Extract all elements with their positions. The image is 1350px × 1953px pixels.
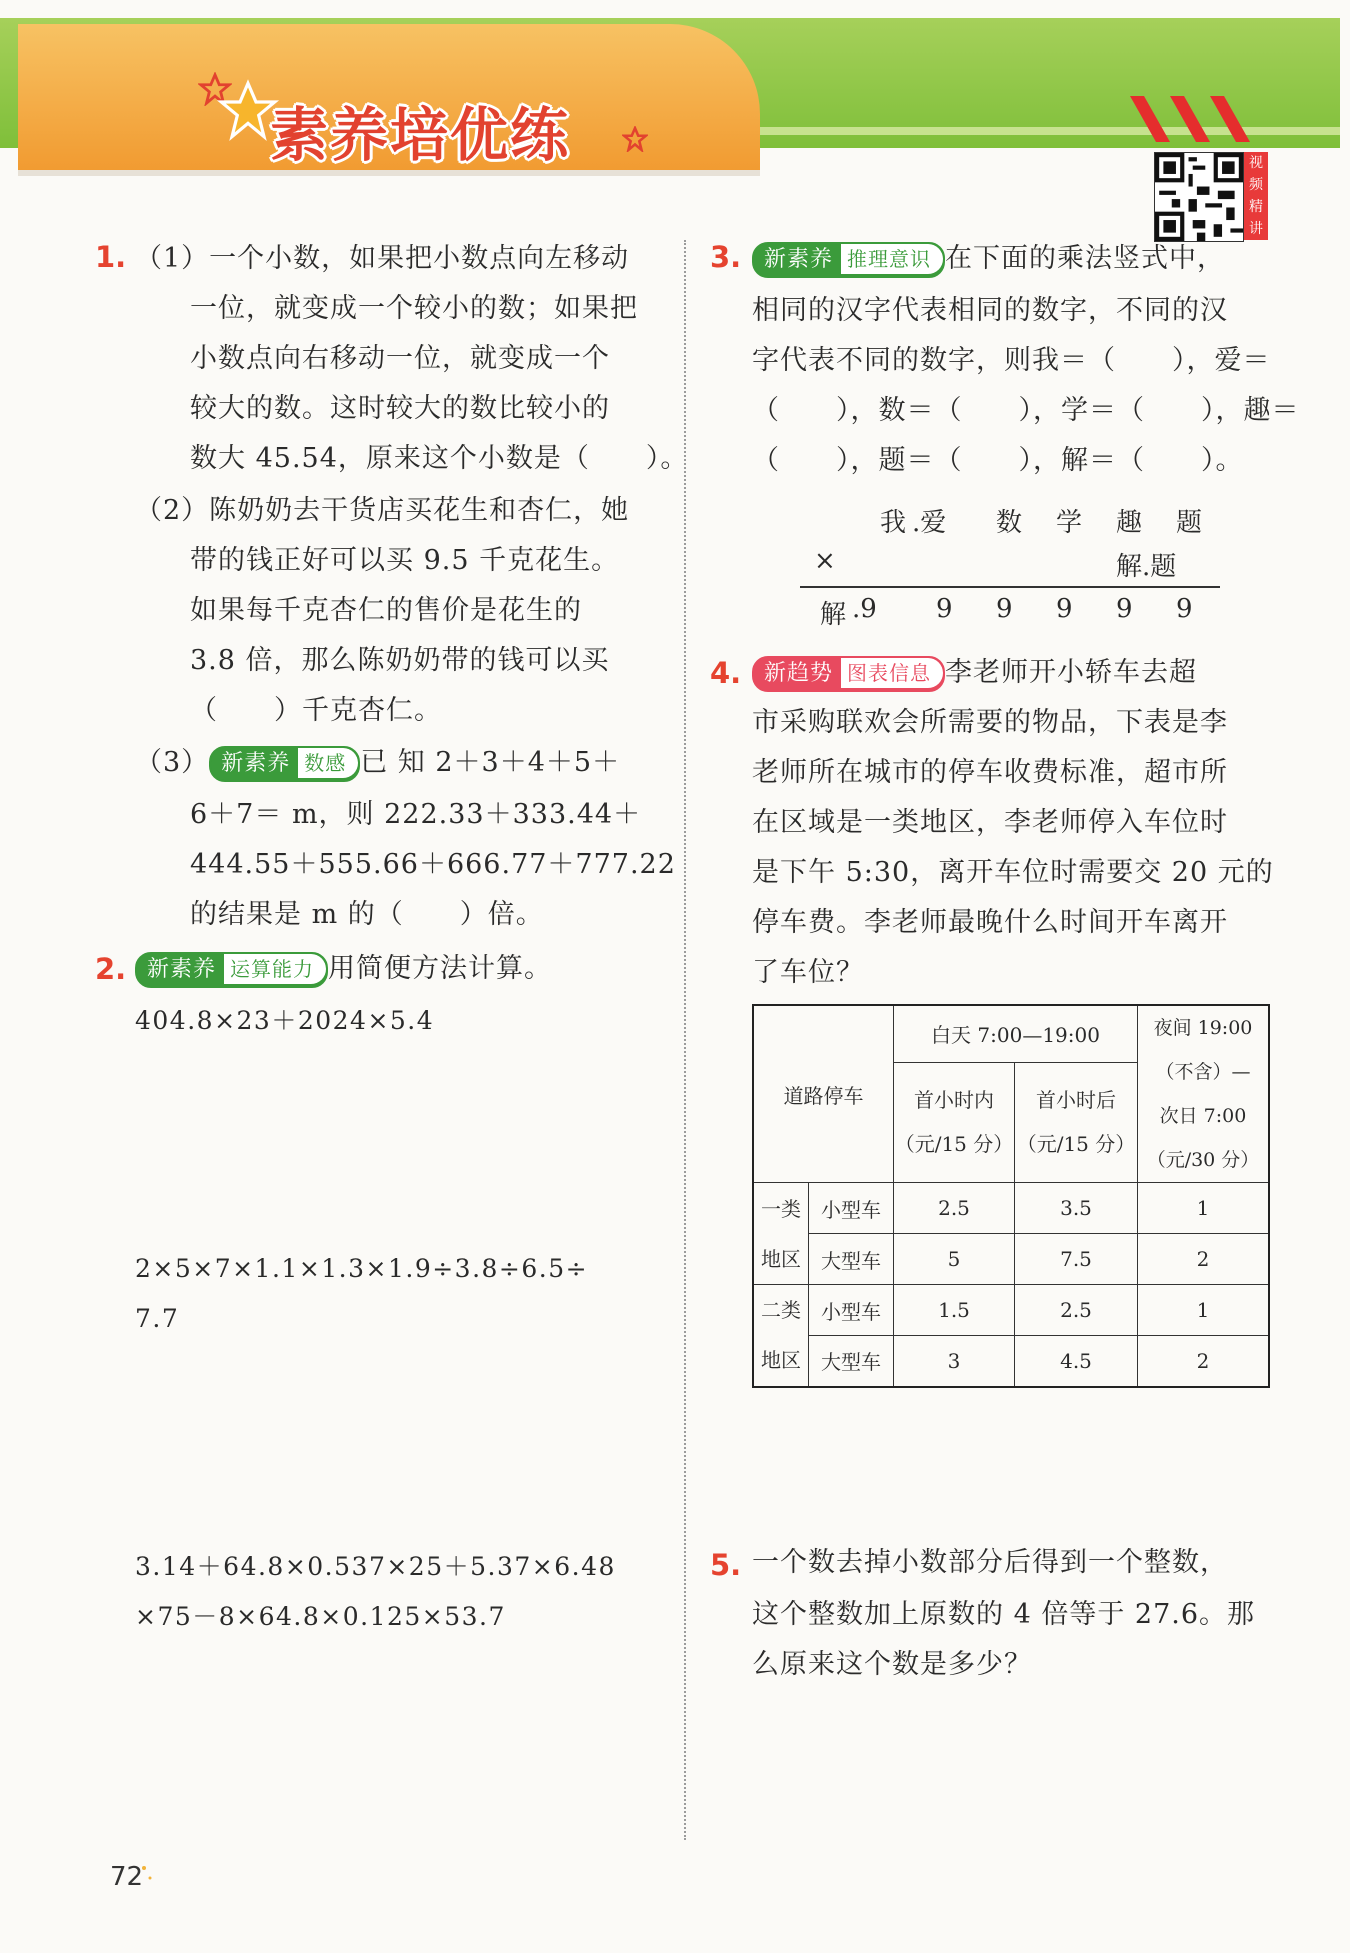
table-header-night: [1138, 1005, 1270, 1183]
tag-badge: [209, 746, 360, 782]
q1-part3-prefix: （3）: [135, 747, 210, 778]
q1-part3-line: 6＋7＝ m，则 222.33＋333.44＋: [190, 799, 642, 830]
table-region-cell: [753, 1183, 809, 1285]
table-cell: 2: [1138, 1234, 1270, 1285]
tag-badge: [752, 656, 945, 692]
small-star-icon: [622, 126, 648, 152]
q2-expression: 3.14＋64.8×0.537×25＋5.37×6.48: [135, 1552, 616, 1581]
q3-line: [752, 234, 1225, 284]
q1-part3-line: [135, 738, 620, 788]
table-header-line: （元/15 分）: [894, 1132, 1014, 1157]
vertical-multiplication: [800, 496, 1220, 636]
table-region-line: 一类: [761, 1196, 801, 1221]
table-region-line: 地区: [761, 1246, 801, 1271]
tag-badge: [135, 952, 328, 988]
tag-sub: 运算能力: [224, 954, 326, 984]
page-number: 72: [110, 1862, 144, 1892]
tag-sub: 数感: [298, 748, 358, 778]
digit: 解.题: [1116, 552, 1177, 582]
q2-expression: 7.7: [135, 1304, 180, 1333]
q2-text: 用简便方法计算。: [328, 953, 553, 984]
digit: .9: [852, 594, 877, 624]
table-cell: 1: [1138, 1183, 1270, 1234]
q4-line: 老师所在城市的停车收费标准，超市所: [752, 757, 1228, 788]
times-sign: ×: [814, 546, 836, 576]
section-title: 素养培优练: [270, 101, 571, 169]
tag-main: 新素养: [764, 246, 834, 272]
qr-label: 视频精讲: [1244, 152, 1268, 240]
decor-stripes: [1130, 96, 1260, 146]
q1-part3-line: 444.55＋555.66＋666.77＋777.22: [190, 849, 676, 880]
digit: .爱: [912, 508, 947, 538]
table-region-line: 地区: [761, 1348, 801, 1373]
q4-line: 是下午 5:30，离开车位时需要交 20 元的: [752, 857, 1274, 888]
q2-expression: ×75－8×64.8×0.125×53.7: [135, 1602, 506, 1631]
q1-part2-line: 3.8 倍，那么陈奶奶带的钱可以买: [190, 645, 610, 676]
digit: 我: [880, 508, 907, 538]
table-vehicle-type: 大型车: [809, 1336, 894, 1387]
table-header-day: 白天 7:00—19:00: [894, 1005, 1138, 1062]
table-region-line: 二类: [761, 1298, 801, 1323]
q1-part2-line: （2）陈奶奶去干货店买花生和杏仁，她: [135, 495, 630, 526]
table-cell: 3.5: [1015, 1183, 1138, 1234]
table-vehicle-type: 大型车: [809, 1234, 894, 1285]
q4-line: [752, 648, 1197, 698]
table-header-night-line: （元/30 分）: [1146, 1149, 1260, 1171]
q1-part1-line: 一位，就变成一个较小的数；如果把: [190, 293, 638, 324]
q4-line: 了车位？: [752, 957, 864, 988]
table-cell: 2.5: [1015, 1285, 1138, 1336]
table-header-after-hour: [1015, 1062, 1138, 1182]
q5-line: 一个数去掉小数部分后得到一个整数，: [752, 1547, 1228, 1578]
table-header-line: 首小时内: [914, 1088, 994, 1113]
vertical-line: [800, 586, 1220, 588]
table-cell: 4.5: [1015, 1336, 1138, 1387]
question-number: 2.: [95, 952, 127, 986]
table-vehicle-type: 小型车: [809, 1285, 894, 1336]
q1-part2-line: （ ）千克杏仁。: [190, 695, 442, 726]
q1-part2-line: 带的钱正好可以买 9.5 千克花生。: [190, 545, 620, 576]
table-header-night-line: 次日 7:00: [1159, 1105, 1247, 1127]
digit: 9: [996, 594, 1013, 624]
table-cell: 2.5: [894, 1183, 1015, 1234]
question-number: 4.: [710, 656, 742, 690]
table-cell: 2: [1138, 1336, 1270, 1387]
digit: 9: [1176, 594, 1193, 624]
q4-text: 李老师开小轿车去超: [945, 657, 1198, 688]
digit: 数: [996, 508, 1023, 538]
table-corner-cell: 道路停车: [753, 1005, 894, 1183]
q1-part3-line: 的结果是 m 的（ ）倍。: [190, 899, 544, 930]
digit: 9: [1056, 594, 1073, 624]
q1-part1-line: 数大 45.54，原来这个小数是（ ）。: [190, 443, 689, 474]
digit: 题: [1176, 508, 1203, 538]
table-cell: 1.5: [894, 1285, 1015, 1336]
q1-part3-text: 已 知 2＋3＋4＋5＋: [360, 747, 621, 778]
digit: 解: [820, 600, 847, 630]
question-number: 3.: [710, 240, 742, 274]
q1-part2-line: 如果每千克杏仁的售价是花生的: [190, 595, 582, 626]
tag-main: 新素养: [221, 750, 291, 776]
question-number: 1.: [95, 240, 127, 274]
table-header-night-line: 夜间 19:00: [1153, 1017, 1253, 1039]
tag-main: 新素养: [147, 956, 217, 982]
table-header-line: 首小时后: [1036, 1088, 1116, 1113]
table-header-first-hour: [894, 1062, 1015, 1182]
table-cell: 7.5: [1015, 1234, 1138, 1285]
q1-part1-line: （1）一个小数，如果把小数点向左移动: [135, 243, 630, 274]
q3-line: 字代表不同的数字，则我＝（ ），爱＝: [752, 345, 1271, 376]
table-cell: 5: [894, 1234, 1015, 1285]
q2-expression: 2×5×7×1.1×1.3×1.9÷3.8÷6.5÷: [135, 1254, 589, 1283]
q2-expression: 404.8×23＋2024×5.4: [135, 1006, 435, 1035]
table-vehicle-type: 小型车: [809, 1183, 894, 1234]
q3-line: 相同的汉字代表相同的数字，不同的汉: [752, 295, 1228, 326]
q1-part1-line: 较大的数。这时较大的数比较小的: [190, 393, 610, 424]
qr-code[interactable]: [1154, 152, 1244, 242]
tag-sub: 推理意识: [841, 244, 943, 274]
q2-heading: [135, 944, 552, 994]
tag-sub: 图表信息: [841, 658, 943, 688]
table-cell: 3: [894, 1336, 1015, 1387]
table-cell: 1: [1138, 1285, 1270, 1336]
digit: 9: [1116, 594, 1133, 624]
tag-badge: [752, 242, 945, 278]
table-header-night-line: （不含）—: [1155, 1061, 1251, 1083]
tag-main: 新趋势: [764, 660, 834, 686]
table-header-line: （元/15 分）: [1016, 1132, 1136, 1157]
table-region-cell: [753, 1285, 809, 1387]
q3-line: （ ），数＝（ ），学＝（ ），趣＝: [752, 395, 1300, 426]
q3-line: （ ），题＝（ ），解＝（ ）。: [752, 445, 1244, 476]
q4-line: 市采购联欢会所需要的物品，下表是李: [752, 707, 1228, 738]
q3-text: 在下面的乘法竖式中，: [945, 243, 1226, 274]
parking-fee-table: [752, 1004, 1270, 1388]
question-number: 5.: [710, 1548, 742, 1582]
digit: 趣: [1116, 508, 1143, 538]
q5-line: 么原来这个数是多少？: [752, 1649, 1032, 1680]
q5-line: 这个整数加上原数的 4 倍等于 27.6。那: [752, 1599, 1256, 1630]
q4-line: 在区域是一类地区，李老师停入车位时: [752, 807, 1228, 838]
digit: 9: [936, 594, 953, 624]
q4-line: 停车费。李老师最晚什么时间开车离开: [752, 907, 1228, 938]
q1-part1-line: 小数点向右移动一位，就变成一个: [190, 343, 610, 374]
digit: 学: [1056, 508, 1083, 538]
